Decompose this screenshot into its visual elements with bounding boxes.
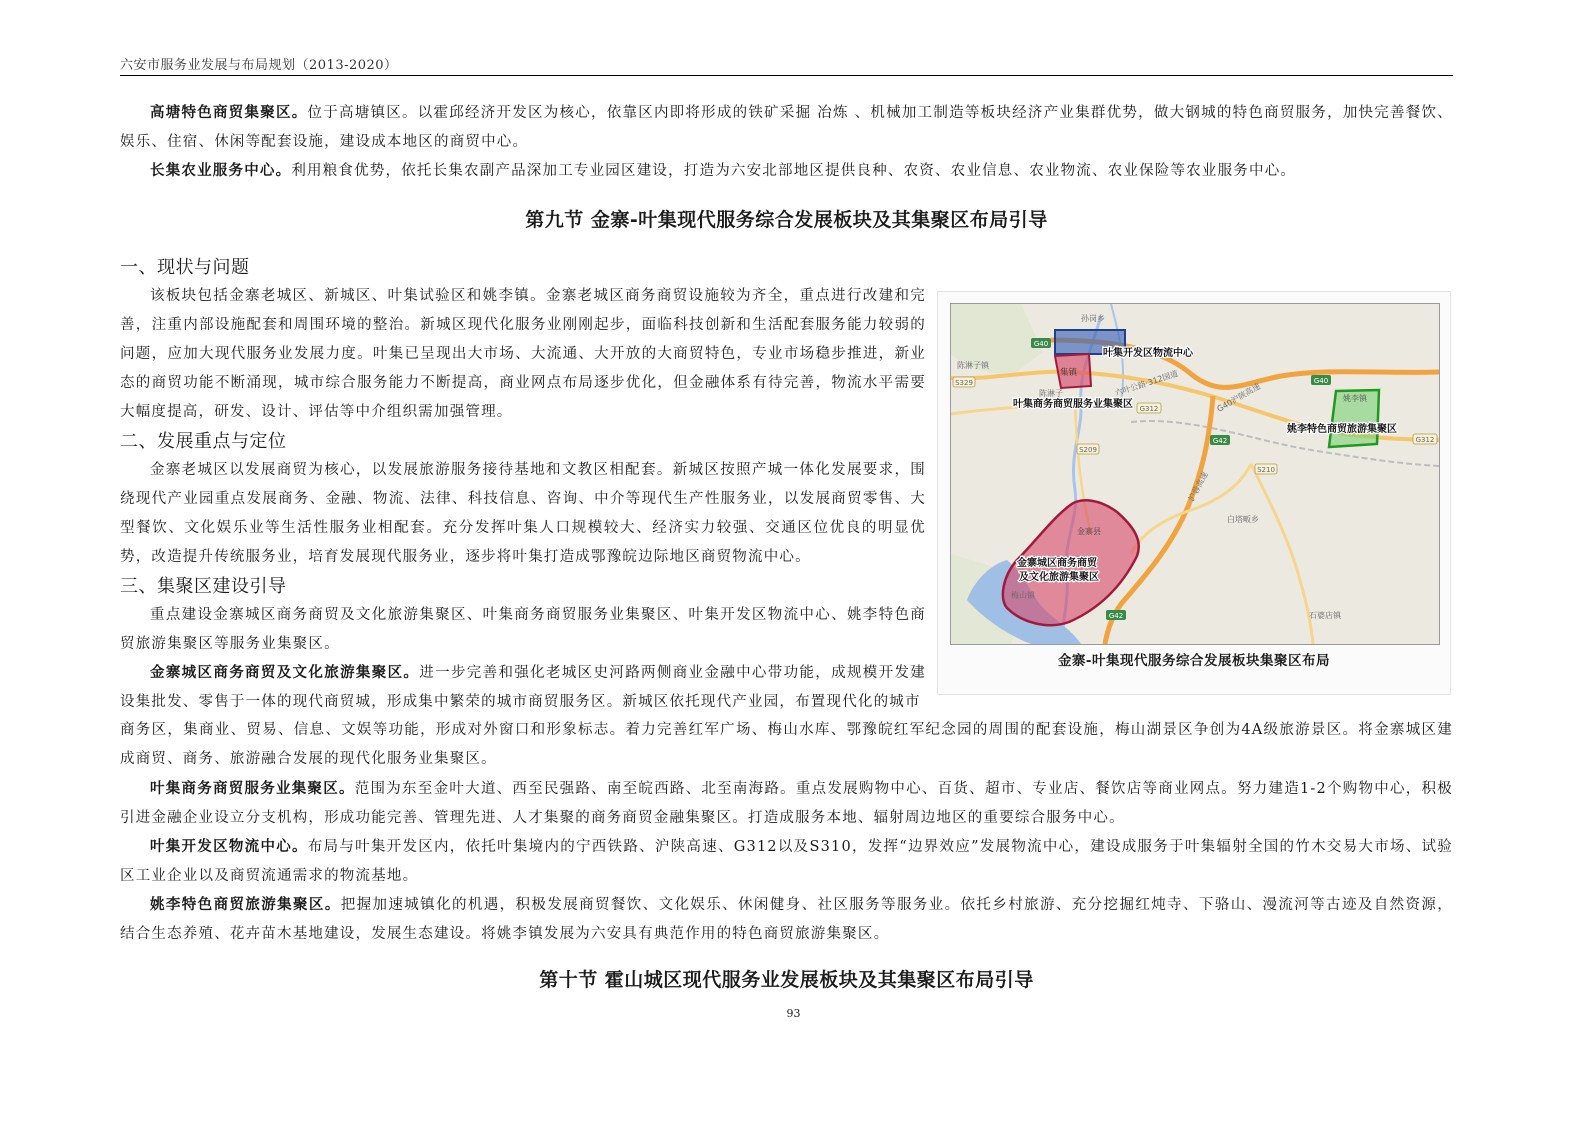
label-yaoli-cluster: 姚李特色商贸旅游集聚区 bbox=[1287, 424, 1397, 435]
section-9-title: 第九节 金寨-叶集现代服务综合发展板块及其集聚区布局引导 bbox=[525, 209, 1048, 231]
paragraph-gaotang bbox=[120, 98, 1453, 157]
paragraph-focus: 金寨老城区以发展商贸为核心，以发展旅游服务接待基地和文教区相配套。新城区按照产城一体化发展要求，围绕现代产业园重点发展商务、金融、物流、法律、科技信息、咨询、中介等现代生产性服务业，以发展商贸零售、大型餐饮、文化娱乐业等生活性服务业相配套。充分发挥叶集人口规模较大、经济实力较强、交通区位优良的明显优势，改造提升传统服务业，培育发展现代服务业，逐步将叶集打造成鄂豫皖边际地区商贸物流中心。 bbox=[120, 462, 926, 565]
paragraph-lead: 姚李特色商贸旅游集聚区。 bbox=[150, 896, 341, 913]
svg-text:S329: S329 bbox=[955, 379, 973, 387]
route-shield-g40 bbox=[1031, 338, 1051, 348]
paragraph-changji bbox=[120, 156, 1453, 186]
paragraph-lead: 金寨城区商务商贸及文化旅游集聚区。 bbox=[150, 664, 420, 681]
route-shield-s329 bbox=[953, 377, 975, 387]
paragraph-status: 该板块包括金寨老城区、新城区、叶集试验区和姚李镇。金寨老城区商务商贸设施较为齐全，重点进行改建和完善，注重内部设施配套和周围环境的整治。新城区现代化服务业刚刚起步，面临科技创新和生活配套服务能力较弱的问题，应加大现代服务业发展力度。叶集已呈现出大市场、大流通、大开放的大商贸特色，专业市场稳步推进，新业态的商贸功能不断涌现，城市综合服务能力不断提高，商业网点布局逐步优化，但金融体系有待完善，物流水平需要大幅度提高，研发、设计、评估等中介组织需加强管理。 bbox=[120, 288, 926, 420]
svg-text:G42: G42 bbox=[1212, 437, 1228, 445]
subheading-focus: 二、发展重点与定位 bbox=[120, 431, 287, 452]
label-jinzhai-cluster-line2: 及文化旅游集聚区 bbox=[1019, 572, 1099, 583]
svg-text:G312: G312 bbox=[1139, 405, 1159, 413]
route-shield-g40 bbox=[1311, 375, 1331, 385]
svg-text:S210: S210 bbox=[1257, 466, 1275, 474]
paragraph-lead: 高塘特色商贸集聚区。 bbox=[150, 104, 308, 121]
paragraph-lead: 叶集商务商贸服务业集聚区。 bbox=[150, 780, 355, 797]
road-label-g40: G40沪陕高速 bbox=[1215, 381, 1262, 414]
label-jinzhai-cluster-line1: 金寨城区商务商贸 bbox=[1017, 558, 1097, 569]
paragraph-lead: 叶集开发区物流中心。 bbox=[150, 838, 308, 855]
svg-text:G40: G40 bbox=[1313, 377, 1329, 385]
figure-caption: 金寨-叶集现代服务综合发展板块集聚区布局 bbox=[1057, 653, 1331, 669]
paragraph-body: 进一步完善和强化老城区史河路两侧商业金融中心带功能，成规模开发建设集批发、零售于一体的现代商贸城，形成集中繁荣的城市商贸服务区。新城区依托现代产业园，布置现代化的城市 bbox=[120, 665, 926, 710]
paragraph-body: 布局与叶集开发区内，依托叶集境内的宁西铁路、沪陕高速、G312以及S310，发挥“边界效应”发展物流中心，建设成服务于叶集辐射全国的竹木交易大市场、试验区工业企业以及商贸流通需求的物流基地。 bbox=[120, 839, 1454, 884]
page-number: 93 bbox=[786, 1007, 801, 1020]
section-10-title: 第十节 霍山城区现代服务业发展板块及其集聚区布局引导 bbox=[539, 969, 1034, 991]
place-label-meishan: 梅山镇 bbox=[1011, 591, 1035, 600]
route-shield-s209 bbox=[1077, 444, 1099, 454]
place-label-chenlinzi: 陈淋子 bbox=[1039, 389, 1063, 398]
svg-text:G42: G42 bbox=[1108, 612, 1124, 620]
svg-text:S209: S209 bbox=[1079, 446, 1097, 454]
route-shield-g42 bbox=[1210, 435, 1230, 445]
paragraph-jinzhai-cluster-cont: 商务区，集商业、贸易、信息、文娱等功能，形成对外窗口和形象标志。着力完善红军广场、梅山水库、鄂豫皖红军纪念园的周围的配套设施，梅山湖景区争创为4A级旅游景区。将金寨城区建成商贸、商务、旅游融合发展的现代化服务业集聚区。 bbox=[120, 722, 1453, 767]
place-label-sunmiao: 孙岗乡 bbox=[1081, 314, 1105, 323]
route-shield-g312 bbox=[1137, 403, 1161, 413]
place-label-yaoli: 姚李镇 bbox=[1343, 394, 1367, 403]
place-label-chenlinzi-town: 陈淋子镇 bbox=[957, 361, 989, 370]
header-rule bbox=[120, 75, 1453, 76]
route-shield-s210 bbox=[1255, 464, 1277, 474]
place-label-baitabian: 白塔畈乡 bbox=[1227, 515, 1259, 524]
paragraph-jinzhai-cluster bbox=[120, 658, 926, 717]
subheading-status: 一、现状与问题 bbox=[120, 257, 250, 278]
paragraph-body: 范围为东至金叶大道、西至民强路、南至皖西路、北至南海路。重点发展购物中心、百货、超市、专业店、餐饮店等商业网点。努力建造1-2个购物中心，积极引进金融企业设立分支机构，形成功能完善、管理先进、人才集聚的商务商贸金融集聚区。打造成服务本地、辐射周边地区的重要综合服务中心。 bbox=[120, 781, 1453, 826]
figure bbox=[937, 291, 1451, 695]
paragraph-yeji-logistics bbox=[120, 832, 1453, 891]
paragraph-body: 位于高塘镇区。以霍邱经济开发区为核心，依靠区内即将形成的铁矿采掘 冶炼 、机械加工制造等板块经济产业集群优势，做大钢城的特色商贸服务，加快完善餐饮、娱乐、住宿、休闲等配套设施，建设成本地区的商贸中心。 bbox=[120, 105, 1453, 150]
paragraph-lead: 长集农业服务中心。 bbox=[150, 162, 292, 179]
route-shield-g42 bbox=[1106, 610, 1126, 620]
paragraph-yaoli bbox=[120, 890, 1453, 949]
route-shield-g312 bbox=[1413, 434, 1437, 444]
cluster-layout-map bbox=[950, 303, 1440, 645]
label-yeji-logistics: 叶集开发区物流中心 bbox=[1103, 348, 1193, 359]
paragraph-body: 利用粮食优势，依托长集农副产品深加工专业园区建设，打造为六安北部地区提供良种、农资、农业信息、农业物流、农业保险等农业服务中心。 bbox=[291, 163, 1297, 179]
paragraph-body: 把握加速城镇化的机遇，积极发展商贸餐饮、文化娱乐、休闲健身、社区服务等服务业。依托乡村旅游、充分挖掘红炖寺、下骆山、漫流河等古迹及自然资源，结合生态养殖、花卉苗木基地建设，发展生态建设。将姚李镇发展为六安具有典范作用的特色商贸旅游集聚区。 bbox=[120, 897, 1453, 942]
road-label-g42: 沪蓉高速 bbox=[1186, 470, 1210, 503]
svg-text:G312: G312 bbox=[1415, 436, 1435, 444]
label-yeji-commerce: 叶集商务商贸服务业集聚区 bbox=[1013, 399, 1133, 410]
place-label-shipo: 石婆店镇 bbox=[1309, 611, 1341, 620]
paragraph-yeji-commerce bbox=[120, 774, 1453, 833]
road-label-312: 六叶公路·312国道 bbox=[1113, 369, 1180, 398]
subheading-clusters: 三、集聚区建设引导 bbox=[120, 576, 287, 597]
place-label-jinzhai-county: 金寨县 bbox=[1077, 527, 1101, 536]
place-label-jizhen: 集镇 bbox=[1060, 368, 1078, 378]
paragraph-clusters-intro: 重点建设金寨城区商务商贸及文化旅游集聚区、叶集商务商贸服务业集聚区、叶集开发区物流中心、姚李特色商贸旅游集聚区等服务业集聚区。 bbox=[120, 607, 926, 652]
running-header: 六安市服务业发展与布局规划（2013-2020） bbox=[120, 58, 398, 73]
svg-text:G40: G40 bbox=[1033, 340, 1049, 348]
